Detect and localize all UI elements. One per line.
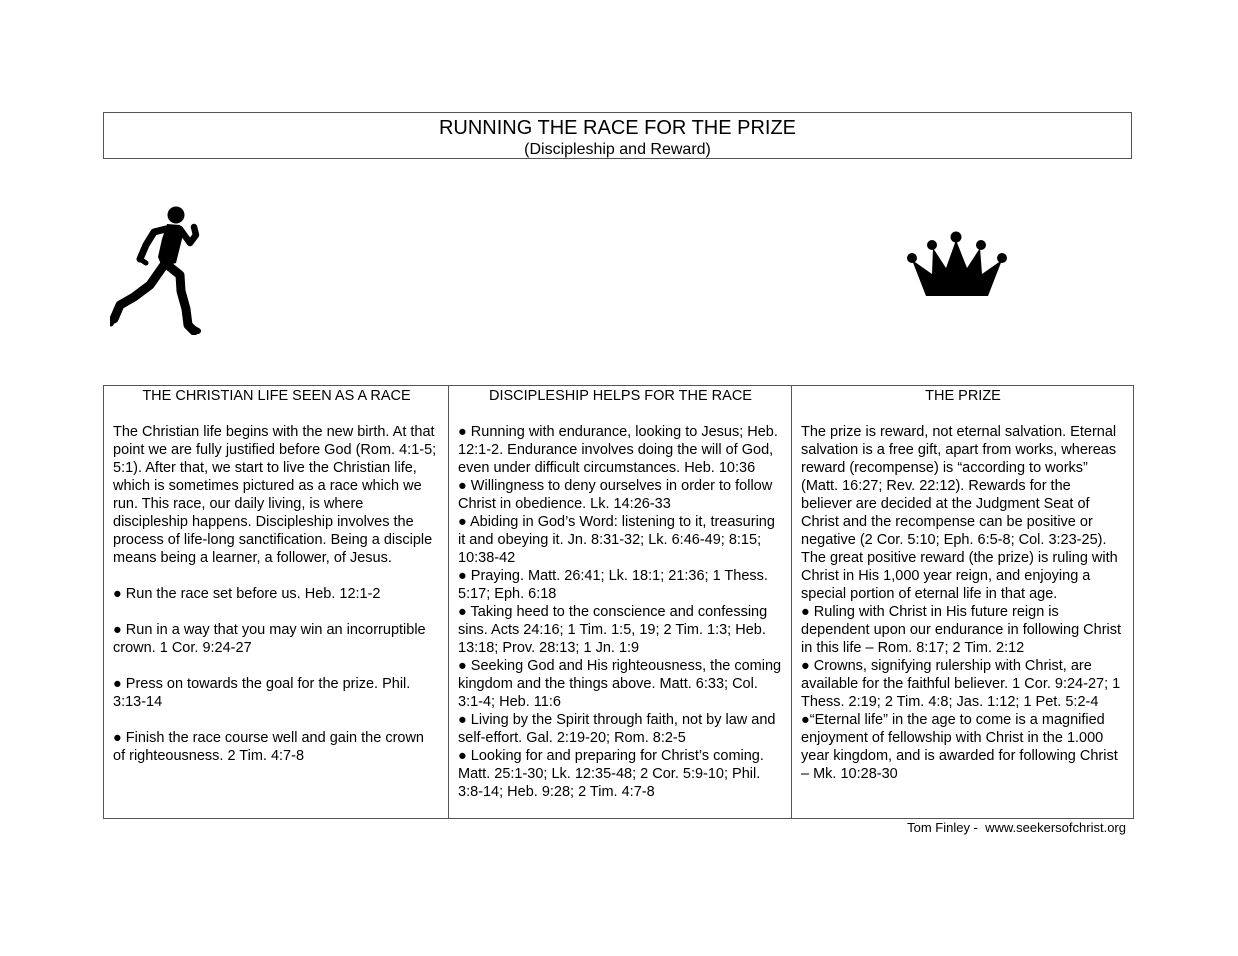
prize-point: ● Crowns, signifying rulership with Christ, are available for the faithful believer. 1 Cor. 9:24-27; 1 Thess. 2:19; 2 Tim. 4:8; Jas. 1:12; 1 Pet. 5:2-4: [801, 658, 1121, 710]
prize-column: [791, 386, 1133, 818]
discipleship-column: [448, 386, 791, 818]
crown-icon: [906, 230, 1008, 298]
content-table: [103, 385, 1134, 819]
discipleship-point: ● Abiding in God’s Word: listening to it, treasuring it and obeying it. Jn. 8:31-32; Lk. 6:46-49; 8:15; 10:38-42: [458, 514, 775, 566]
race-point: ● Press on towards the goal for the prize. Phil. 3:13-14: [113, 676, 411, 710]
prize-column-heading: THE PRIZE: [925, 388, 1001, 404]
discipleship-column-heading: DISCIPLESHIP HELPS FOR THE RACE: [489, 388, 752, 404]
discipleship-point: ● Taking heed to the conscience and confessing sins. Acts 24:16; 1 Tim. 1:5, 19; 2 Tim. 1:3; Heb. 13:18; Prov. 28:13; 1 Jn. 1:9: [458, 604, 768, 656]
discipleship-column-body: [458, 423, 783, 801]
discipleship-point: ● Looking for and preparing for Christ’s coming. Matt. 25:1-30; Lk. 12:35-48; 2 Cor. 5:9-10; Phil. 3:8-14; Heb. 9:28; 2 Tim. 4:7-8: [458, 748, 764, 800]
race-column-body: [113, 423, 440, 765]
race-column-heading: THE CHRISTIAN LIFE SEEN AS A RACE: [142, 388, 411, 404]
race-column: [104, 386, 448, 818]
title-box: [103, 112, 1132, 159]
discipleship-point: ● Willingness to deny ourselves in order to follow Christ in obedience. Lk. 14:26-33: [458, 478, 773, 512]
race-point: ● Run in a way that you may win an incorruptible crown. 1 Cor. 9:24-27: [113, 622, 426, 656]
runner-silhouette-icon: [110, 205, 202, 335]
race-point: ● Run the race set before us. Heb. 12:1-2: [113, 586, 381, 602]
prize-column-body: [801, 423, 1125, 783]
prize-point: ● Ruling with Christ in His future reign is dependent upon our endurance in following Christ in this life – Rom. 8:17; 2 Tim. 2:12: [801, 604, 1122, 656]
discipleship-point: ● Praying. Matt. 26:41; Lk. 18:1; 21:36; 1 Thess. 5:17; Eph. 6:18: [458, 568, 768, 602]
prize-point: ●“Eternal life” in the age to come is a magnified enjoyment of fellowship with Christ in the 1.000 year kingdom, and is awarded for following Christ – Mk. 10:28-30: [801, 712, 1118, 782]
discipleship-point: ● Seeking God and His righteousness, the coming kingdom and the things above. Matt. 6:33; Col. 3:1-4; Heb. 11:6: [458, 658, 782, 710]
discipleship-point: ● Living by the Spirit through faith, not by law and self-effort. Gal. 2:19-20; Rom. 8:2-5: [458, 712, 776, 746]
discipleship-point: ● Running with endurance, looking to Jesus; Heb. 12:1-2. Endurance involves doing the will of God, even under difficult circumstances. Heb. 10:36: [458, 424, 778, 476]
page-title: RUNNING THE RACE FOR THE PRIZE: [438, 117, 797, 139]
page-subtitle: (Discipleship and Reward): [524, 141, 711, 158]
race-point: ● Finish the race course well and gain the crown of righteousness. 2 Tim. 4:7-8: [113, 730, 424, 764]
footer-credit: Tom Finley - www.seekersofchrist.org: [907, 820, 1126, 835]
race-intro: The Christian life begins with the new birth. At that point we are fully justified before God (Rom. 4:1-5; 5:1). After that, we start to live the Christian life, which is sometimes pictured as a race which we run. This race, our daily living, is where discipleship happens. Discipleship involves the process of life-long sanctification. Being a disciple means being a learner, a follower, of Jesus.: [113, 424, 437, 566]
prize-intro: The prize is reward, not eternal salvation. Eternal salvation is a free gift, apart from works, whereas reward (recompense) is “according to works” (Matt. 16:27; Rev. 22:12). Rewards for the believer are decided at the Judgment Seat of Christ and the recompense can be positive or negative (2 Cor. 5:10; Eph. 6:5-8; Col. 3:23-25). The great positive reward (the prize) is ruling with Christ in His 1,000 year reign, and enjoying a special portion of eternal life in that age.: [801, 424, 1118, 602]
